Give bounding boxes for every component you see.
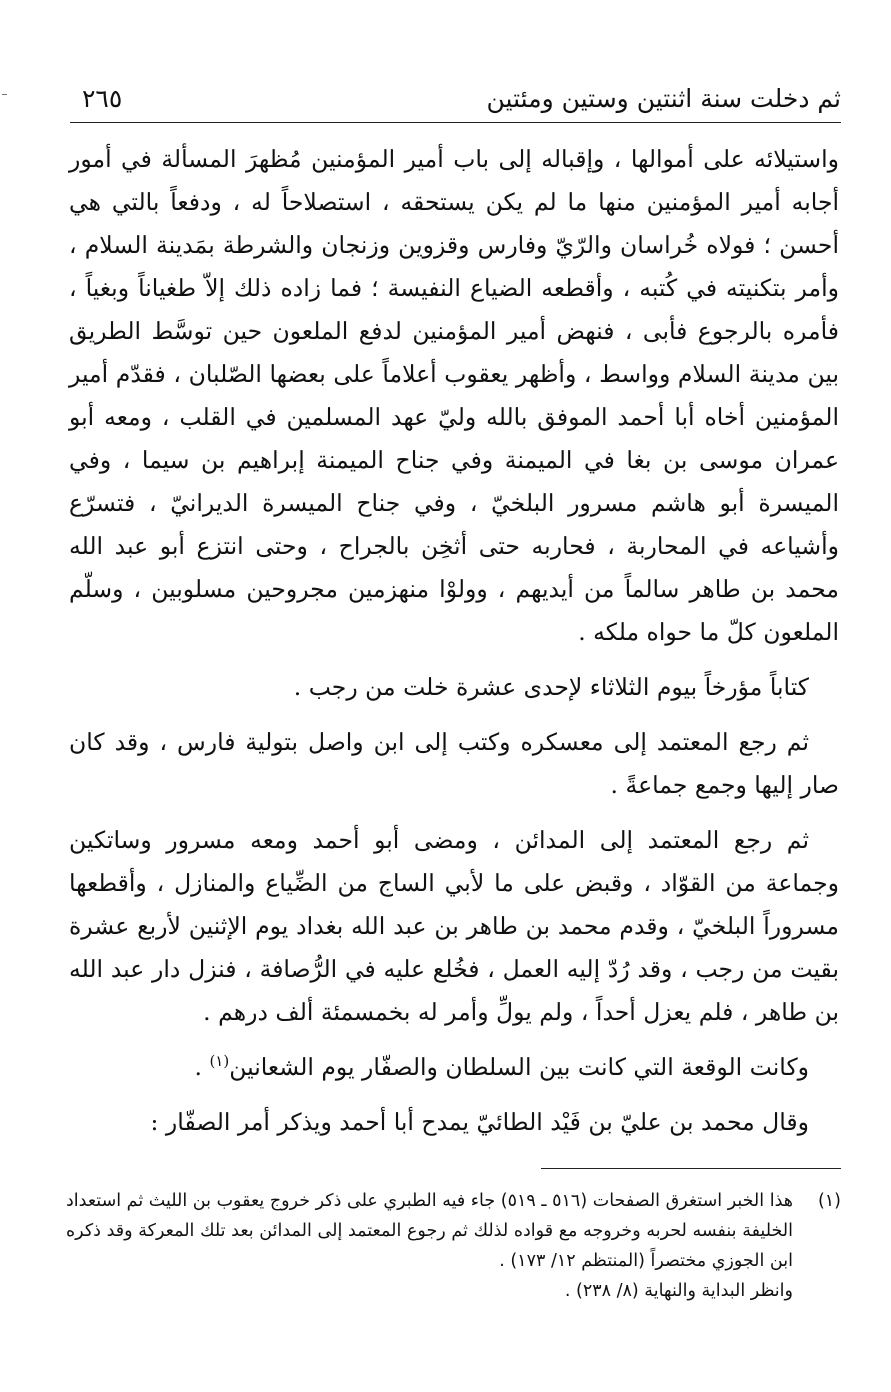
paragraph-5-end: . — [194, 1053, 210, 1081]
footnote-divider — [541, 1168, 841, 1169]
paragraph-1: واستيلائه على أموالها ، وإقباله إلى باب أمير المؤمنين مُظهرَ المسألة في أمور أجابه أمير المؤمنين منها ما لم يكن يستحقه ، استصلاحاً له ، ودفعاً بالتي هي أحسن ؛ فولاه خُراسان والرّيّ وفارس وقزوين وزنجان والشرطة بمَدينة السلام ، وأمر بتكنيته في كُتبه ، وأقطعه الضياع النفيسة ؛ فما زاده ذلك إلاّ طغياناً وبغياً ، فأمره بالرجوع فأبى ، فنهض أمير المؤمنين لدفع الملعون حين توسَّط الطريق بين مدينة السلام وواسط ، وأظهر يعقوب أعلاماً على بعضها الصّلبان ، فقدّم أمير المؤمنين أخاه أبا أحمد الموفق بالله وليّ عهد المسلمين في القلب ، ومعه أبو عمران موسى بن بغا في الميمنة وفي جناح الميمنة إبراهيم بن سيما ، وفي الميسرة أبو هاشم مسرور البلخيّ ، وفي جناح الميسرة الديرانيّ ، فتسرّع وأشياعه في المحاربة ، فحاربه حتى أثخِن بالجراح ، وحتى انتزع أبو عبد الله محمد بن طاهر سالماً من أيديهم ، وولوْا منهزمين مجروحين مسلوبين ، وسلّم الملعون كلّ ما حواه ملكه . — [69, 145, 839, 646]
page-number: ٢٦٥ — [82, 84, 123, 113]
paragraph-5 — [69, 1046, 839, 1089]
paragraph-2: كتاباً مؤرخاً بيوم الثلاثاء لإحدى عشرة خلت من رجب . — [293, 673, 809, 701]
footnote-marker: (١) — [817, 1191, 841, 1211]
footnote-text: هذا الخبر استغرق الصفحات (٥١٦ ـ ٥١٩) جاء فيه الطبري على ذكر خروج يعقوب بن الليث ثم استعداد الخليفة بنفسه لحربه وخروجه مع قواده لذلك ثم رجوع المعتمد إلى المدائن بعد تلك المعركة وقد ذكره ابن الجوزي مختصراً (المنتظم ١٢/ ١٧٣) . — [66, 1191, 793, 1271]
main-text — [69, 138, 839, 1144]
paragraph-4: ثم رجع المعتمد إلى المدائن ، ومضى أبو أحمد ومعه مسرور وساتكين وجماعة من القوّاد ، وقبض على ما لأبي الساج من الضِّياع والمنازل ، وأقطعها مسروراً البلخيّ ، وقدم محمد بن طاهر بن عبد الله بغداد يوم الإثنين لأربع عشرة بقيت من رجب ، وقد رُدّ إليه العمل ، فخُلع عليه في الرُّصافة ، فنزل دار عبد الله بن طاهر ، فلم يعزل أحداً ، ولم يولِّ وأمر له بخمسمئة ألف درهم . — [69, 826, 839, 1026]
paragraph-6: وقال محمد بن عليّ بن فَيْد الطائيّ يمدح أبا أحمد ويذكر أمر الصفّار : — [150, 1108, 809, 1136]
paragraph-3: ثم رجع المعتمد إلى معسكره وكتب إلى ابن واصل بتولية فارس ، وقد كان صار إليها وجمع جماعةً . — [69, 728, 839, 799]
scan-edge-mark — [2, 94, 7, 95]
footnote-text-2: وانظر البداية والنهاية (٨/ ٢٣٨) . — [564, 1281, 793, 1301]
footnote — [66, 1186, 841, 1306]
page-header — [70, 80, 841, 123]
footnote-reference[interactable]: (١) — [209, 1052, 230, 1071]
running-title: ثم دخلت سنة اثنتين وستين ومئتين — [486, 84, 841, 113]
paragraph-5-text: وكانت الوقعة التي كانت بين السلطان والصفّار يوم الشعانين — [229, 1053, 809, 1081]
